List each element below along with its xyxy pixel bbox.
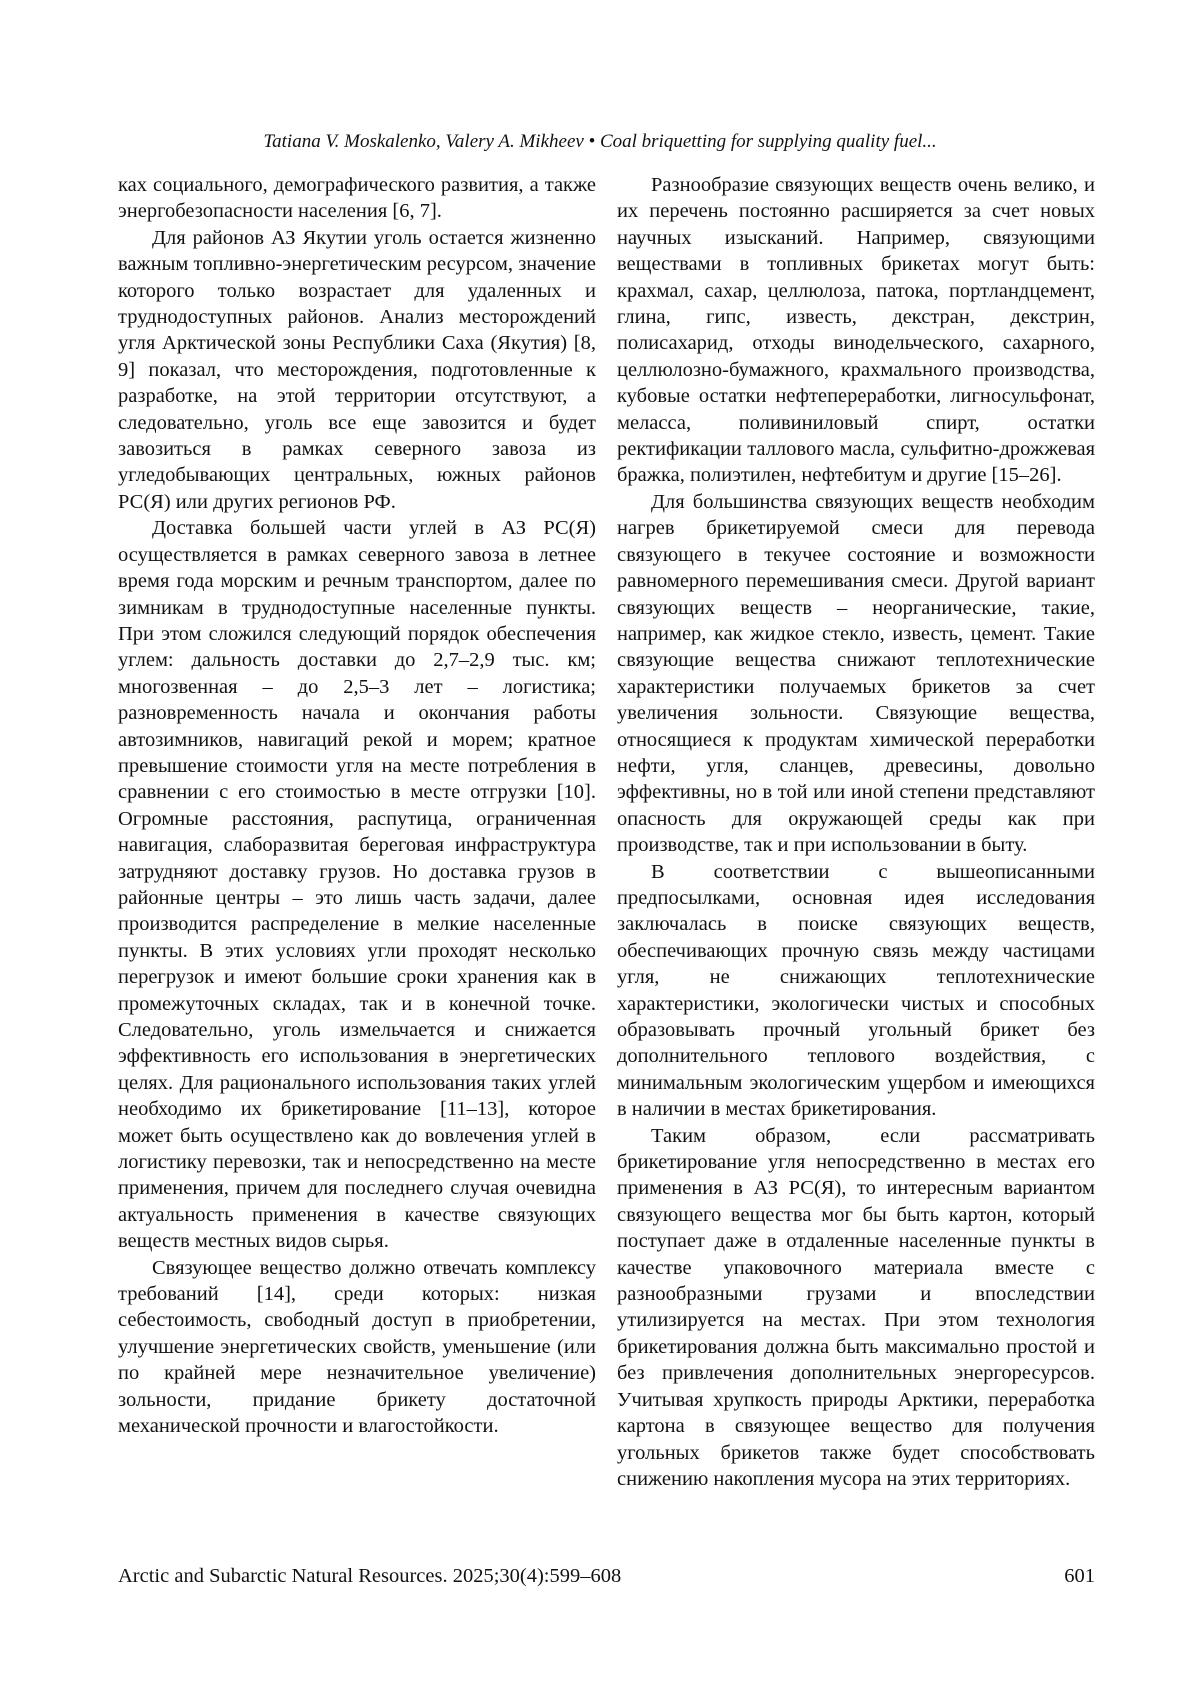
journal-citation: Arctic and Subarctic Natural Resources. 2025;30(4):599–608 (118, 1565, 622, 1587)
paragraph: Для районов АЗ Якутии уголь остается жизненно важным топливно-энергетическим ресурсом, значение которого только возрастает для удаленных и труднодоступных районов. Анализ месторождений угля Арктической зоны Республики Саха (Якутия) [8, 9] показал, что месторождения, подготовленные к разработке, на этой территории отсутствуют, а следовательно, уголь все еще завозится и будет завозиться в рамках северного завоза из угледобывающих центральных, южных районов РС(Я) или других регионов РФ. (118, 226, 596, 513)
paragraph: В соответствии с вышеописанными предпосылками, основная идея исследования заключалась в поиске связующих веществ, обеспечивающих прочную связь между частицами угля, не снижающих теплотехнические характеристики, экологически чистых и способных образовывать прочный угольный брикет без дополнительного теплового воздействия, с минимальным экологическим ущербом и имеющихся в наличии в местах брикетирования. (617, 860, 1095, 1121)
left-column (118, 172, 596, 1440)
page-number: 601 (1064, 1565, 1095, 1587)
paragraph: Для большинства связующих веществ необходим нагрев брикетируемой смеси для перевода связующего в текучее состояние и возможности равномерного перемешивания смеси. Другой вариант связующих веществ – неорганические, такие, например, как жидкое стекло, известь, цемент. Такие связующие вещества снижают теплотехнические характеристики получаемых брикетов за счет увеличения зольности. Связующие вещества, относящиеся к продуктам химической переработки нефти, угля, сланцев, древесины, довольно эффективны, но в той или иной степени представляют опасность для окружающей среды как при производстве, так и при использовании в быту. (617, 490, 1095, 857)
right-column (617, 172, 1095, 1492)
paragraph: Таким образом, если рассматривать брикетирование угля непосредственно в местах его применения в АЗ РС(Я), то интересным вариантом связующего вещества мог бы быть картон, который поступает даже в отдаленные населенные пункты в качестве упаковочного материала вместе с разнообразными грузами и впоследствии утилизируется на местах. При этом технология брикетирования должна быть максимально простой и без привлечения дополнительных энергоресурсов. Учитывая хрупкость природы Арктики, переработка картона в связующее вещество для получения угольных брикетов также будет способствовать снижению накопления мусора на этих территориях. (617, 1124, 1095, 1490)
running-title: Tatiana V. Moskalenko, Valery A. Mikheev • Coal briquetting for supplying quality fuel... (263, 131, 937, 152)
paragraph: ках социального, демографического развития, а также энергобезопасности населения [6, 7]. (118, 174, 596, 223)
paragraph: Связующее вещество должно отвечать комплексу требований [14], среди которых: низкая себестоимость, свободный доступ в приобретении, улучшение энергетических свойств, уменьшение (или по крайней мере незначительное увеличение) зольности, придание брикету достаточной механической прочности и влагостойкости. (118, 1256, 596, 1438)
paragraph: Доставка большей части углей в АЗ РС(Я) осуществляется в рамках северного завоза в летнее время года морским и речным транспортом, далее по зимникам в труднодоступные населенные пункты. При этом сложился следующий порядок обеспечения углем: дальность доставки до 2,7–2,9 тыс. км; многозвенная – до 2,5–3 лет – логистика; разновременность начала и окончания работы автозимников, навигаций рекой и морем; кратное превышение стоимости угля на месте потребления в сравнении с его стоимостью в месте отгрузки [10]. Огромные расстояния, распутица, ограниченная навигация, слаборазвитая береговая инфраструктура затрудняют доставку грузов. Но доставка грузов в районные центры – это лишь часть задачи, далее производится распределение в мелкие населенные пункты. В этих условиях угли проходят несколько перегрузок и имеют большие сроки хранения как в промежуточных складах, так и в конечной точке. Следовательно, уголь измельчается и снижается эффективность его использования в энергетических целях. Для рационального использования таких углей необходимо их брикетирование [11–13], которое может быть осуществлено как до вовлечения углей в логистику перевозки, так и непосредственно на месте применения, причем для последнего случая очевидна актуальность применения в качестве связующих веществ местных видов сырья. (118, 517, 596, 1253)
paragraph: Разнообразие связующих веществ очень велико, и их перечень постоянно расширяется за счет новых научных изысканий. Например, связующими веществами в топливных брикетах могут быть: крахмал, сахар, целлюлоза, патока, портландцемент, глина, гипс, известь, декстран, декстрин, полисахарид, отходы винодельческого, сахарного, целлюлозно-бумажного, крахмального производства, кубовые остатки нефтепереработки, лигносульфонат, меласса, поливиниловый спирт, остатки ректификации таллового масла, сульфитно-дрожжевая бражка, полиэтилен, нефтебитум и другие [15–26]. (617, 174, 1095, 487)
